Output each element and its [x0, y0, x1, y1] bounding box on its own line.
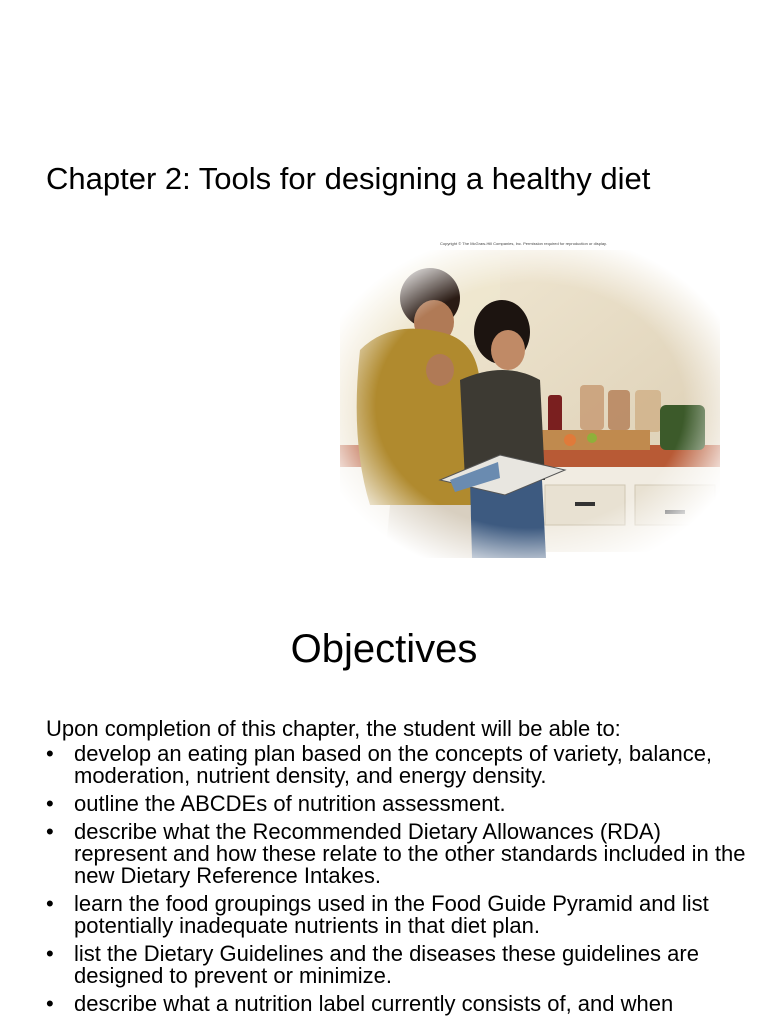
bullet-icon: •: [46, 741, 54, 766]
list-item: [46, 943, 746, 987]
couple-reading-cookbook-photo: [330, 240, 730, 558]
list-item: [46, 743, 746, 787]
list-item: [46, 821, 746, 887]
list-item: [46, 793, 746, 815]
list-item-text: outline the ABCDEs of nutrition assessment.: [74, 791, 506, 816]
objectives-heading: Objectives: [290, 627, 478, 671]
list-item-text: describe what the Recommended Dietary Allowances (RDA) represent and how these relate to the other standards included in the new Dietary Reference Intakes.: [74, 819, 746, 888]
list-item-text: develop an eating plan based on the concepts of variety, balance, moderation, nutrient density, and energy density.: [74, 741, 713, 788]
objectives-list: [46, 743, 746, 1021]
list-item-text: learn the food groupings used in the Food Guide Pyramid and list potentially inadequate nutrients in that diet plan.: [74, 891, 709, 938]
list-item-text: describe what a nutrition label currently consists of, and when: [74, 991, 674, 1016]
slide-title: Chapter 2: Tools for designing a healthy diet: [46, 161, 651, 196]
list-item-text: list the Dietary Guidelines and the diseases these guidelines are designed to prevent or minimize.: [74, 941, 699, 988]
bullet-icon: •: [46, 791, 54, 816]
bullet-icon: •: [46, 991, 54, 1016]
bullet-icon: •: [46, 819, 54, 844]
list-item: [46, 893, 746, 937]
objectives-intro: Upon completion of this chapter, the student will be able to:: [46, 716, 621, 741]
copyright-notice: Copyright © The McGraw-Hill Companies, Inc. Permission required for reproduction or display.: [440, 241, 607, 246]
bullet-icon: •: [46, 891, 54, 916]
bullet-icon: •: [46, 941, 54, 966]
list-item: [46, 993, 746, 1015]
